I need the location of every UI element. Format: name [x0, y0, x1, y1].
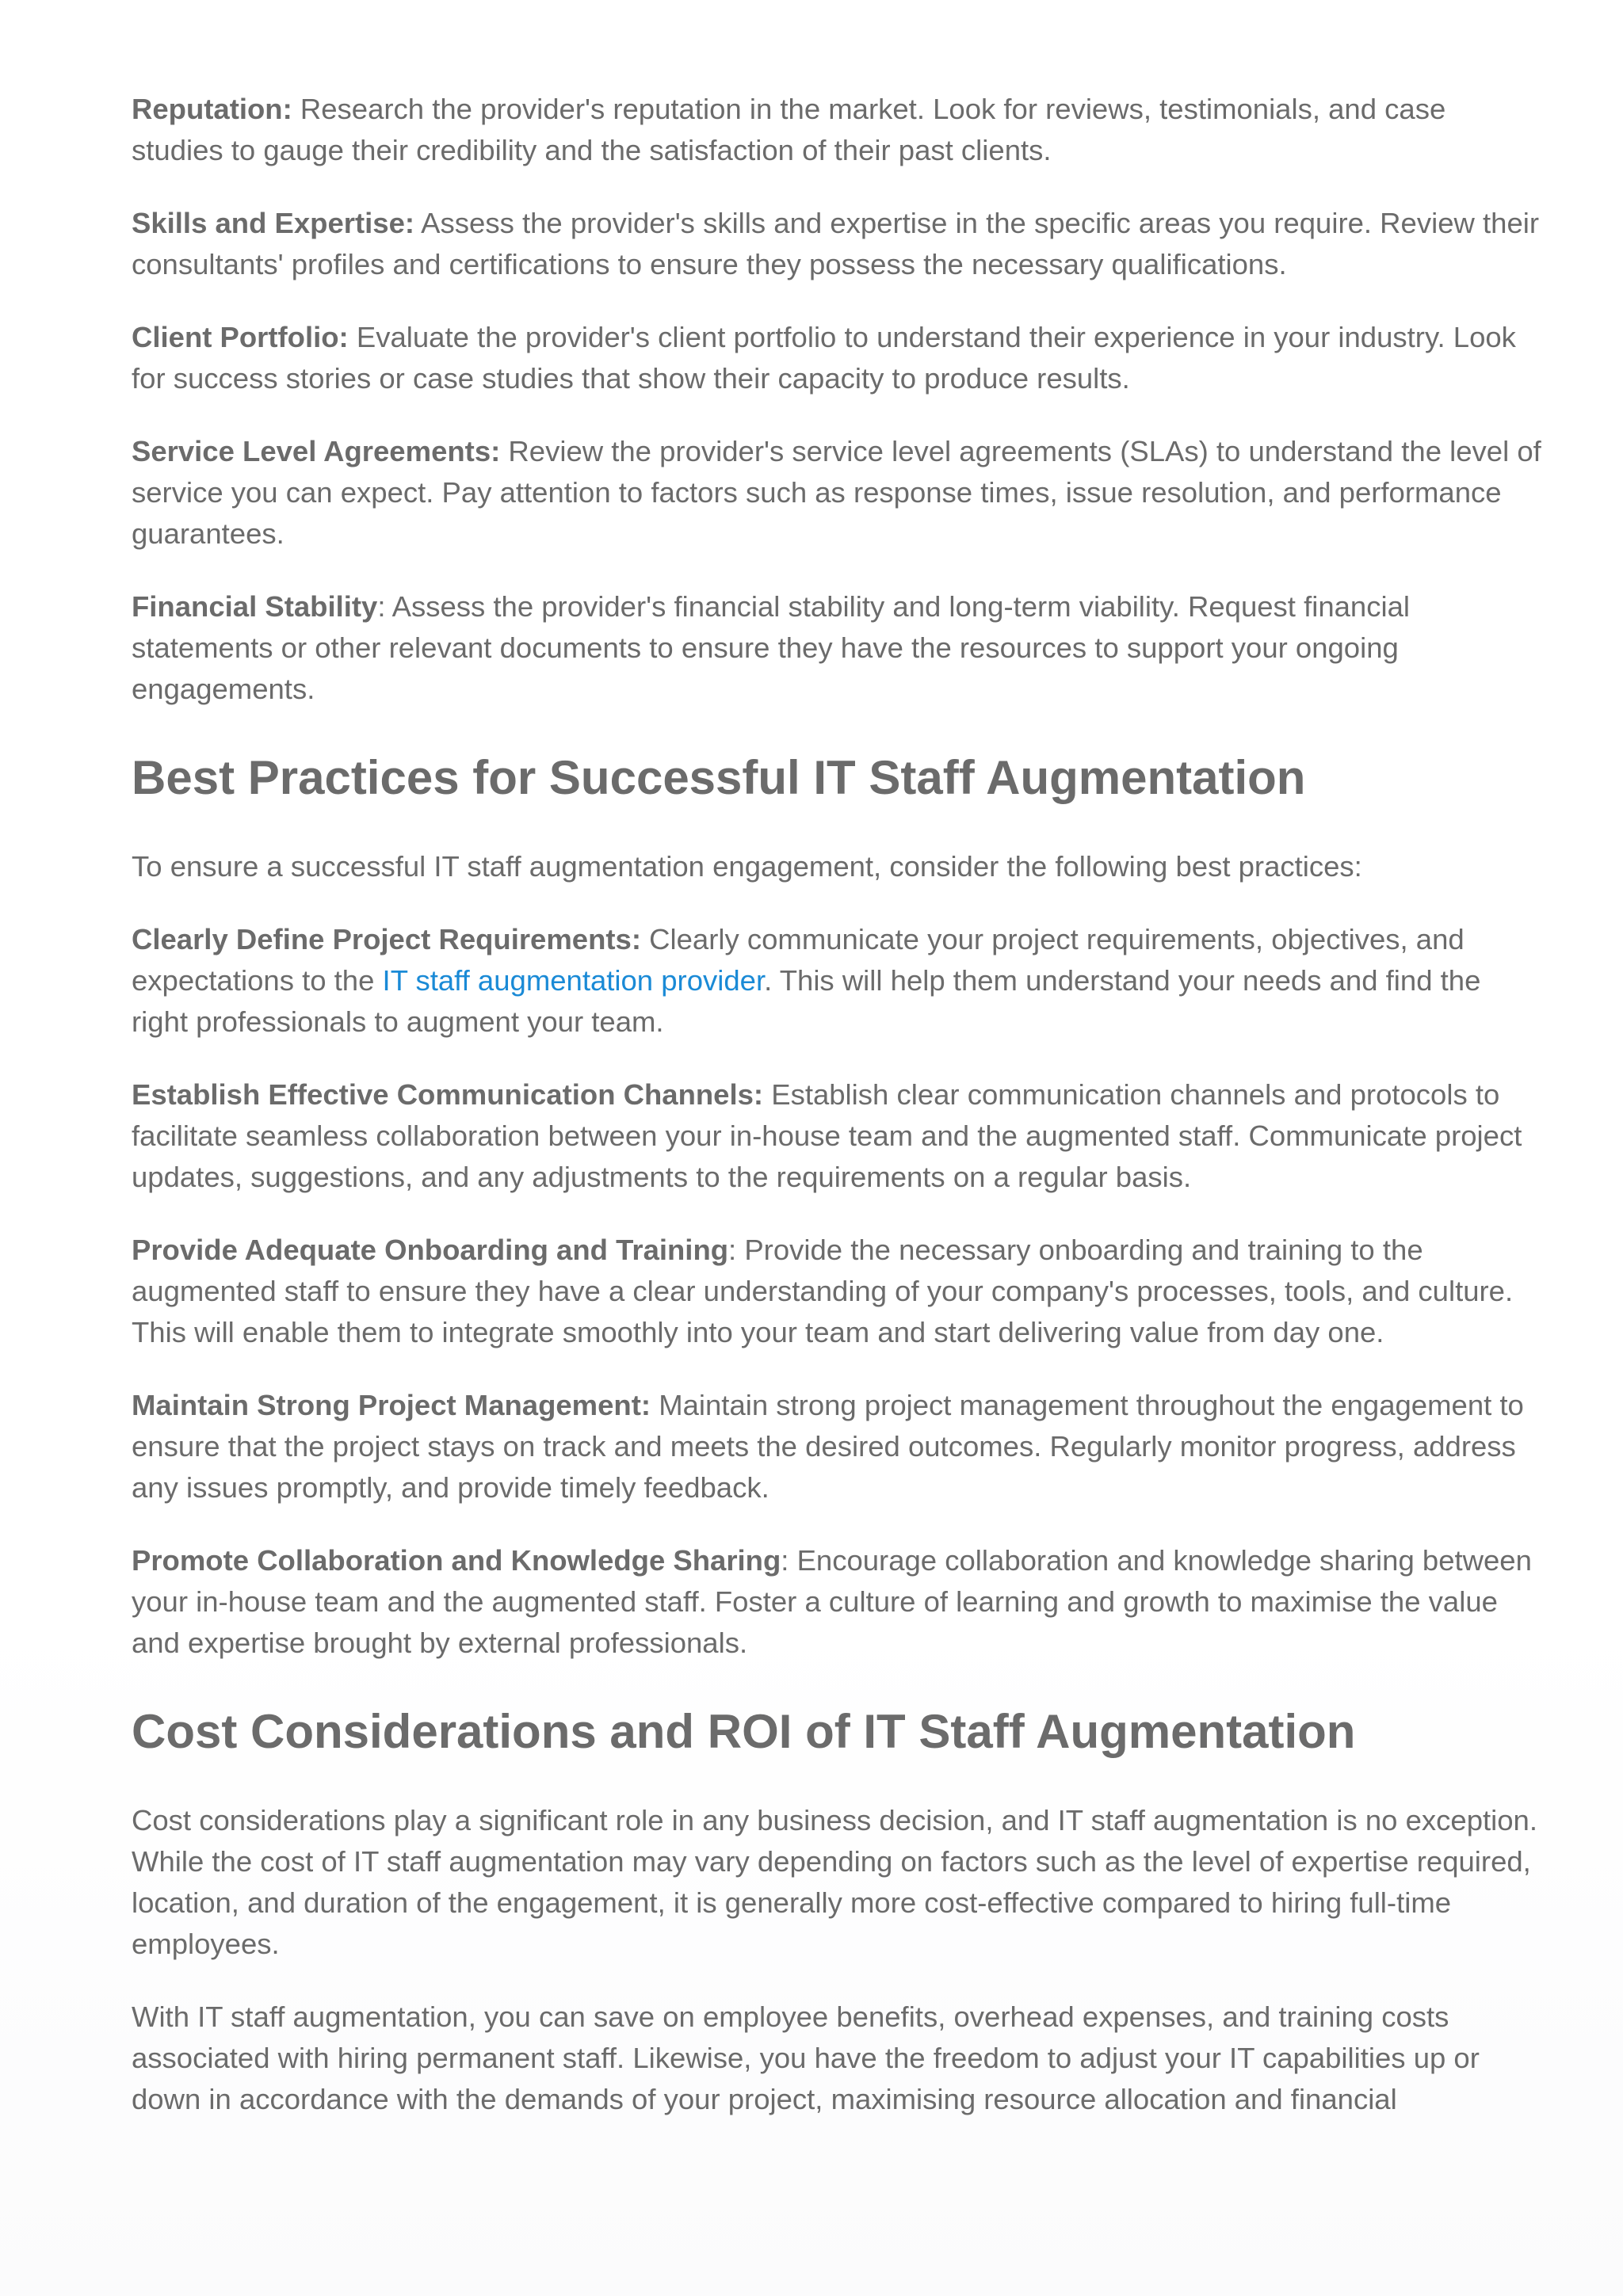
- paragraph-label: Maintain Strong Project Management:: [132, 1389, 651, 1421]
- paragraph-best-practices-intro: To ensure a successful IT staff augmentation engagement, consider the following best practices:: [132, 850, 1362, 883]
- paragraph-onboarding-training: [132, 1230, 1542, 1353]
- paragraph-skills-expertise: [132, 203, 1542, 285]
- paragraph-label: Promote Collaboration and Knowledge Sharing: [132, 1544, 781, 1577]
- paragraph-label: Reputation:: [132, 93, 292, 125]
- paragraph-label: Skills and Expertise:: [132, 207, 415, 239]
- paragraph-client-portfolio: [132, 317, 1542, 399]
- paragraph-label: Clearly Define Project Requirements:: [132, 923, 642, 955]
- paragraph-cost-2: With IT staff augmentation, you can save on employee benefits, overhead expenses, and training costs associated with hiring permanent staff. Likewise, you have the freedom to adjust your IT capabilities up or down in accordance with the demands of your project, maximising resource allocation and financial: [132, 2000, 1480, 2115]
- paragraph-text: Maintain strong project management throughout the engagement to ensure that the project stays on track and meets the desired outcomes. Regularly monitor progress, address any issues promptly, and provide timely feedback.: [132, 1389, 1524, 1504]
- paragraph-label: Service Level Agreements:: [132, 435, 501, 467]
- paragraph-label: Client Portfolio:: [132, 321, 349, 353]
- paragraph-label: Establish Effective Communication Channels:: [132, 1078, 764, 1111]
- paragraph-reputation: [132, 89, 1542, 171]
- paragraph-text: : Encourage collaboration and knowledge sharing between your in-house team and the augmented staff. Foster a culture of learning and growth to maximise the value and expertise brought by external professionals.: [132, 1544, 1532, 1659]
- paragraph-text: . This will help them understand your needs and find the right professionals to augment your team.: [132, 964, 1481, 1038]
- paragraph-text: Assess the provider's skills and expertise in the specific areas you require. Review their consultants' profiles and certifications to ensure they possess the necessary qualifications.: [132, 207, 1540, 280]
- heading-best-practices: Best Practices for Successful IT Staff Augmentation: [132, 751, 1306, 804]
- paragraph-define-requirements: [132, 919, 1542, 1043]
- document-content: [132, 89, 1542, 2152]
- paragraph-text: Evaluate the provider's client portfolio to understand their experience in your industry. Look for success stories or case studies that show their capacity to produce results.: [132, 321, 1516, 395]
- paragraph-text: Establish clear communication channels and protocols to facilitate seamless collaboration between your in-house team and the augmented staff. Communicate project updates, suggestions, and any adjustments to the requirements on a regular basis.: [132, 1078, 1522, 1193]
- paragraph-text: Review the provider's service level agreements (SLAs) to understand the level of service you can expect. Pay attention to factors such as response times, issue resolution, and performance guarantees.: [132, 435, 1541, 550]
- paragraph-collaboration-knowledge: [132, 1540, 1542, 1664]
- paragraph-communication-channels: [132, 1074, 1542, 1198]
- paragraph-service-level-agreements: [132, 431, 1542, 555]
- paragraph-project-management: [132, 1385, 1542, 1508]
- paragraph-text: : Provide the necessary onboarding and training to the augmented staff to ensure they have a clear understanding of your company's processes, tools, and culture. This will enable them to integrate smoothly into your team and start delivering value from day one.: [132, 1234, 1514, 1348]
- paragraph-label: Provide Adequate Onboarding and Training: [132, 1234, 729, 1266]
- it-staff-augmentation-provider-link[interactable]: IT staff augmentation provider: [382, 964, 765, 997]
- paragraph-cost-1: Cost considerations play a significant role in any business decision, and IT staff augmentation is no exception. While the cost of IT staff augmentation may vary depending on factors such as the level of expertise required, location, and duration of the engagement, it is generally more cost-effective compared to hiring full-time employees.: [132, 1804, 1537, 1960]
- paragraph-text: : Assess the provider's financial stability and long-term viability. Request financial statements or other relevant documents to ensure they have the resources to support your ongoing engagements.: [132, 590, 1410, 705]
- paragraph-text: Research the provider's reputation in the market. Look for reviews, testimonials, and case studies to gauge their credibility and the satisfaction of their past clients.: [132, 93, 1446, 166]
- paragraph-label: Financial Stability: [132, 590, 378, 623]
- paragraph-text: Clearly communicate your project requirements, objectives, and expectations to the: [132, 923, 1465, 997]
- heading-cost-considerations: Cost Considerations and ROI of IT Staff Augmentation: [132, 1705, 1356, 1758]
- paragraph-financial-stability: [132, 586, 1542, 710]
